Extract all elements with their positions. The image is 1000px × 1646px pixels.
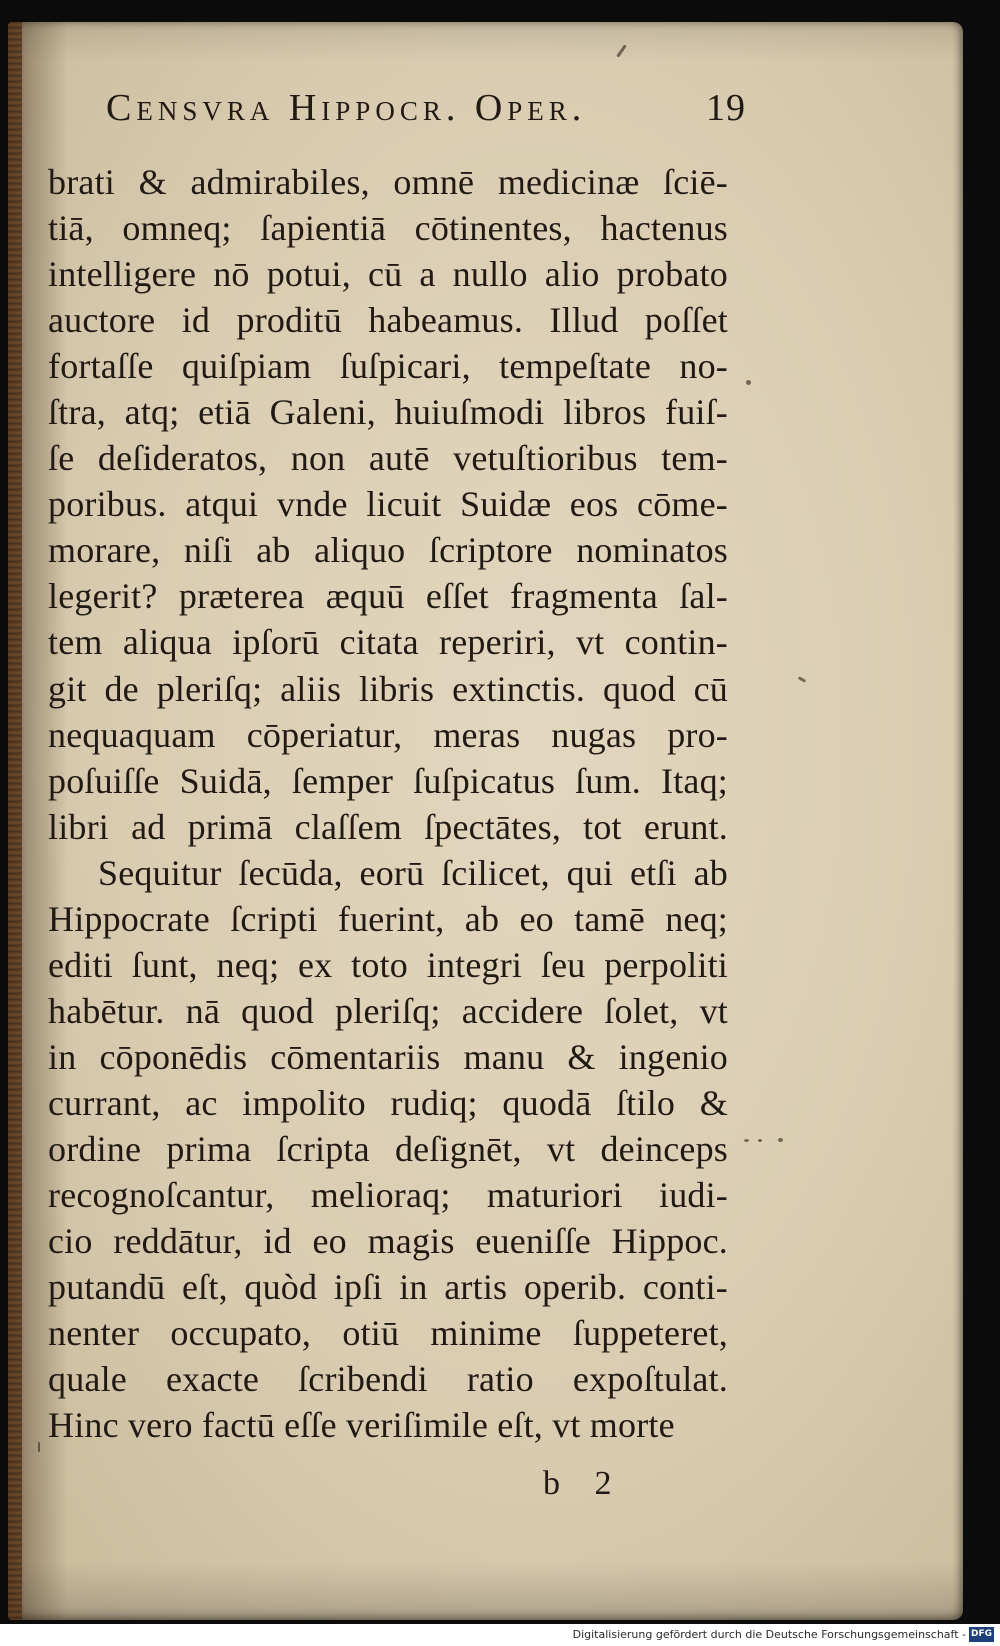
- signature-mark: b 2: [543, 1465, 612, 1502]
- text-line-14: poſuiſſe Suidā, ſemper ſuſpicatus ſum. Itaq;: [48, 760, 728, 801]
- text-line-21: currant, ac impolito rudiq; quodā ſtilo &: [48, 1082, 728, 1123]
- running-head: [106, 86, 746, 146]
- text-line-4: auctore id proditū habeamus. Illud poſſet: [48, 300, 728, 341]
- text-line-8: poribus. atqui vnde licuit Suidæ eos cōme-: [48, 484, 728, 525]
- text-line-25: putandū eſt, quòd ipſi in artis operib. conti-: [48, 1267, 728, 1308]
- book-page: [8, 22, 963, 1620]
- text-line-6: ſtra, atq; etiā Galeni, huiuſmodi libros fuiſ-: [48, 392, 728, 433]
- text-line-16: Sequitur ſecūda, eorū ſcilicet, qui etſi ab: [98, 852, 728, 893]
- ink-speck: [38, 1442, 40, 1452]
- text-line-15: libri ad primā claſſem ſpectātes, tot erunt.: [48, 806, 728, 847]
- footer-bar: [0, 1624, 1000, 1646]
- ink-speck: [778, 1138, 783, 1142]
- text-block: [48, 159, 728, 1469]
- text-line-12: git de pleriſq; aliis libris extinctis. quod cū: [48, 668, 728, 709]
- dfg-logo-icon: DFG: [969, 1627, 994, 1642]
- text-line-3: intelligere nō potui, cū a nullo alio probato: [48, 254, 728, 295]
- binding-edge: [8, 22, 22, 1620]
- text-line-20: in cōponēdis cōmentariis manu & ingenio: [48, 1036, 728, 1077]
- text-line-28: Hinc vero factū eſſe veriſimile eſt, vt morte: [48, 1405, 675, 1446]
- text-line-26: nenter occupato, otiū minime ſuppeteret,: [48, 1313, 728, 1354]
- text-line-9: morare, niſi ab aliquo ſcriptore nominatos: [48, 530, 728, 571]
- page-number: 19: [706, 87, 746, 129]
- text-line-7: ſe deſideratos, non autē vetuſtioribus tem-: [48, 438, 728, 479]
- ink-speck: [746, 380, 751, 385]
- running-head-title: Censvra Hippocr. Oper.: [106, 87, 587, 129]
- text-line-19: habētur. nā quod pleriſq; accidere ſolet, vt: [48, 990, 728, 1031]
- ink-speck: [758, 1139, 762, 1142]
- text-line-27: quale exacte ſcribendi ratio expoſtulat.: [48, 1359, 728, 1400]
- text-line-23: recognoſcantur, melioraq; maturiori iudi-: [48, 1175, 728, 1216]
- text-line-17: Hippocrate ſcripti fuerint, ab eo tamē neq;: [48, 898, 728, 939]
- ink-speck: [798, 676, 806, 683]
- text-line-1: brati & admirabiles, omnē medicinæ ſciē-: [48, 162, 728, 202]
- text-line-11: tem aliqua ipſorū citata reperiri, vt contin-: [48, 622, 728, 663]
- ink-speck: [744, 1139, 749, 1142]
- ink-speck: [616, 44, 626, 57]
- text-line-13: nequaquam cōperiatur, meras nugas pro-: [48, 714, 728, 755]
- text-line-10: legerit? præterea æquū eſſet fragmenta ſal-: [48, 576, 728, 617]
- text-line-5: fortaſſe quiſpiam ſuſpicari, tempeſtate no-: [48, 346, 728, 387]
- text-line-2: tiā, omneq; ſapientiā cōtinentes, hactenus: [48, 208, 728, 249]
- text-line-18: editi ſunt, neq; ex toto integri ſeu perpoliti: [48, 944, 728, 985]
- funding-credit: Digitalisierung gefördert durch die Deutsche Forschungsgemeinschaft -: [572, 1628, 966, 1641]
- text-line-22: ordine prima ſcripta deſignēt, vt deinceps: [48, 1128, 728, 1169]
- text-line-24: cio reddātur, id eo magis eueniſſe Hippoc.: [48, 1221, 728, 1262]
